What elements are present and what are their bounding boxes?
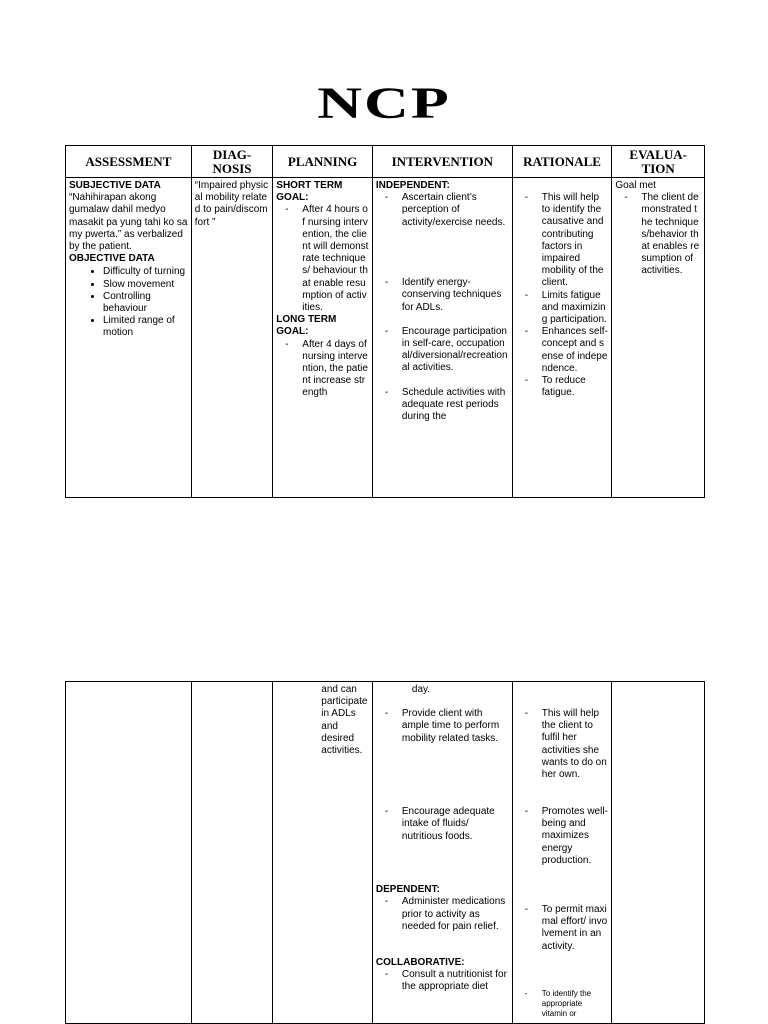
list-item: • Slow movement [103,279,188,291]
evaluation-list [615,192,701,277]
objective-data-label: OBJECTIVE DATA [69,253,155,265]
intervention-cell-continued [372,682,512,1024]
planning-cell [273,178,373,498]
assessment-cell [66,178,192,498]
diagnosis-cell-continued [191,682,273,1024]
list-item: - To reduce fatigue. [542,375,609,399]
short-term-goal-list [276,204,369,314]
long-term-goal: - After 4 days of nursing intervention, the patient increase strength [302,339,369,400]
long-term-goal-list [276,339,369,400]
list-item: - Enhances self-concept and sense of independence. [542,326,609,375]
intervention-list-continued [376,708,509,884]
header-planning: PLANNING [273,146,373,178]
table-row [66,682,705,1024]
table-row [66,178,705,498]
intervention-continued: day. [411,684,431,695]
subjective-data-label: SUBJECTIVE DATA [69,180,161,191]
list-item: - Consult a nutritionist for the appropriate diet [402,969,509,993]
rationale-list [516,192,609,399]
rationale-cell [512,178,612,498]
diagnosis-text: “Impaired physical mobility related to pain/discomfort ” [194,180,269,228]
dependent-label: DEPENDENT: [375,884,440,896]
header-assessment: ASSESSMENT [66,146,192,178]
list-item: - Encourage participation in self-care, occupational/diversional/recreational activities. [402,326,509,375]
intervention-list [376,192,509,423]
dependent-list [376,896,509,933]
list-item: - Schedule activities with adequate rest periods during the [402,387,509,424]
objective-data-list [69,266,188,339]
list-item: - Provide client with ample time to perform mobility related tasks. [402,708,509,806]
long-term-goal-continued: and can participate in ADLs and desired activities. [321,684,368,757]
page-title: NCP [317,78,451,128]
intervention-cell [372,178,512,498]
short-term-goal: - After 4 hours of nursing intervention, the client will demonstrate techniques/ behaviour that enable resumption of activities. [302,204,369,314]
list-item: - To identify the appropriate vitamin or [542,989,609,1019]
independent-label: INDEPENDENT: [375,180,450,191]
list-item: • Controlling behaviour [103,291,188,315]
evaluation-cell-continued [612,682,705,1024]
ncp-table-page-1 [65,145,705,498]
list-item: • Limited range of motion [103,315,188,339]
list-item: - Promotes well-being and maximizes energy production. [542,806,609,904]
header-evaluation: EVALUA- TION [612,146,705,178]
diagnosis-cell [191,178,273,498]
list-item: - To permit maximal effort/ involvement in an activity. [542,904,609,989]
collaborative-label: COLLABORATIVE: [375,957,465,969]
list-item: - Limits fatigue and maximizing participation. [542,290,609,327]
list-item: - Encourage adequate intake of fluids/ nutritious foods. [402,806,509,884]
list-item: - Administer medications prior to activity as needed for pain relief. [402,896,509,933]
list-item: - Identify energy-conserving techniques for ADLs. [402,277,509,314]
header-diagnosis: DIAG- NOSIS [191,146,273,178]
subjective-quote: “Nahihirapan akong gumalaw dahil medyo masakit pa yung tahi ko sa my pwerta.” as verbalized by the patient. [69,192,188,253]
list-item: - Ascertain client’s perception of activity/exercise needs. [402,192,509,277]
list-item: - This will help to identify the causative and contributing factors in impaired mobility of the client. [542,192,609,290]
assessment-cell-continued [66,682,192,1024]
ncp-table-page-2 [65,681,705,1024]
planning-cell-continued [273,682,373,1024]
evaluation-status: Goal met [615,180,656,191]
evaluation-text: - The client demonstrated the techniques/behavior that enables resumption of activities. [641,192,701,277]
long-term-goal-label: LONG TERM GOAL: [276,314,337,338]
rationale-cell-continued [512,682,612,1024]
short-term-goal-label: SHORT TERM GOAL: [276,180,343,204]
collaborative-list [376,969,509,993]
list-item: • Difficulty of turning [103,266,188,278]
header-intervention: INTERVENTION [372,146,512,178]
list-item: - This will help the client to fulfil her activities she wants to do on her own. [542,708,609,806]
evaluation-cell [612,178,705,498]
rationale-list-continued [516,708,609,1019]
table-header-row [66,146,705,178]
header-rationale: RATIONALE [512,146,612,178]
